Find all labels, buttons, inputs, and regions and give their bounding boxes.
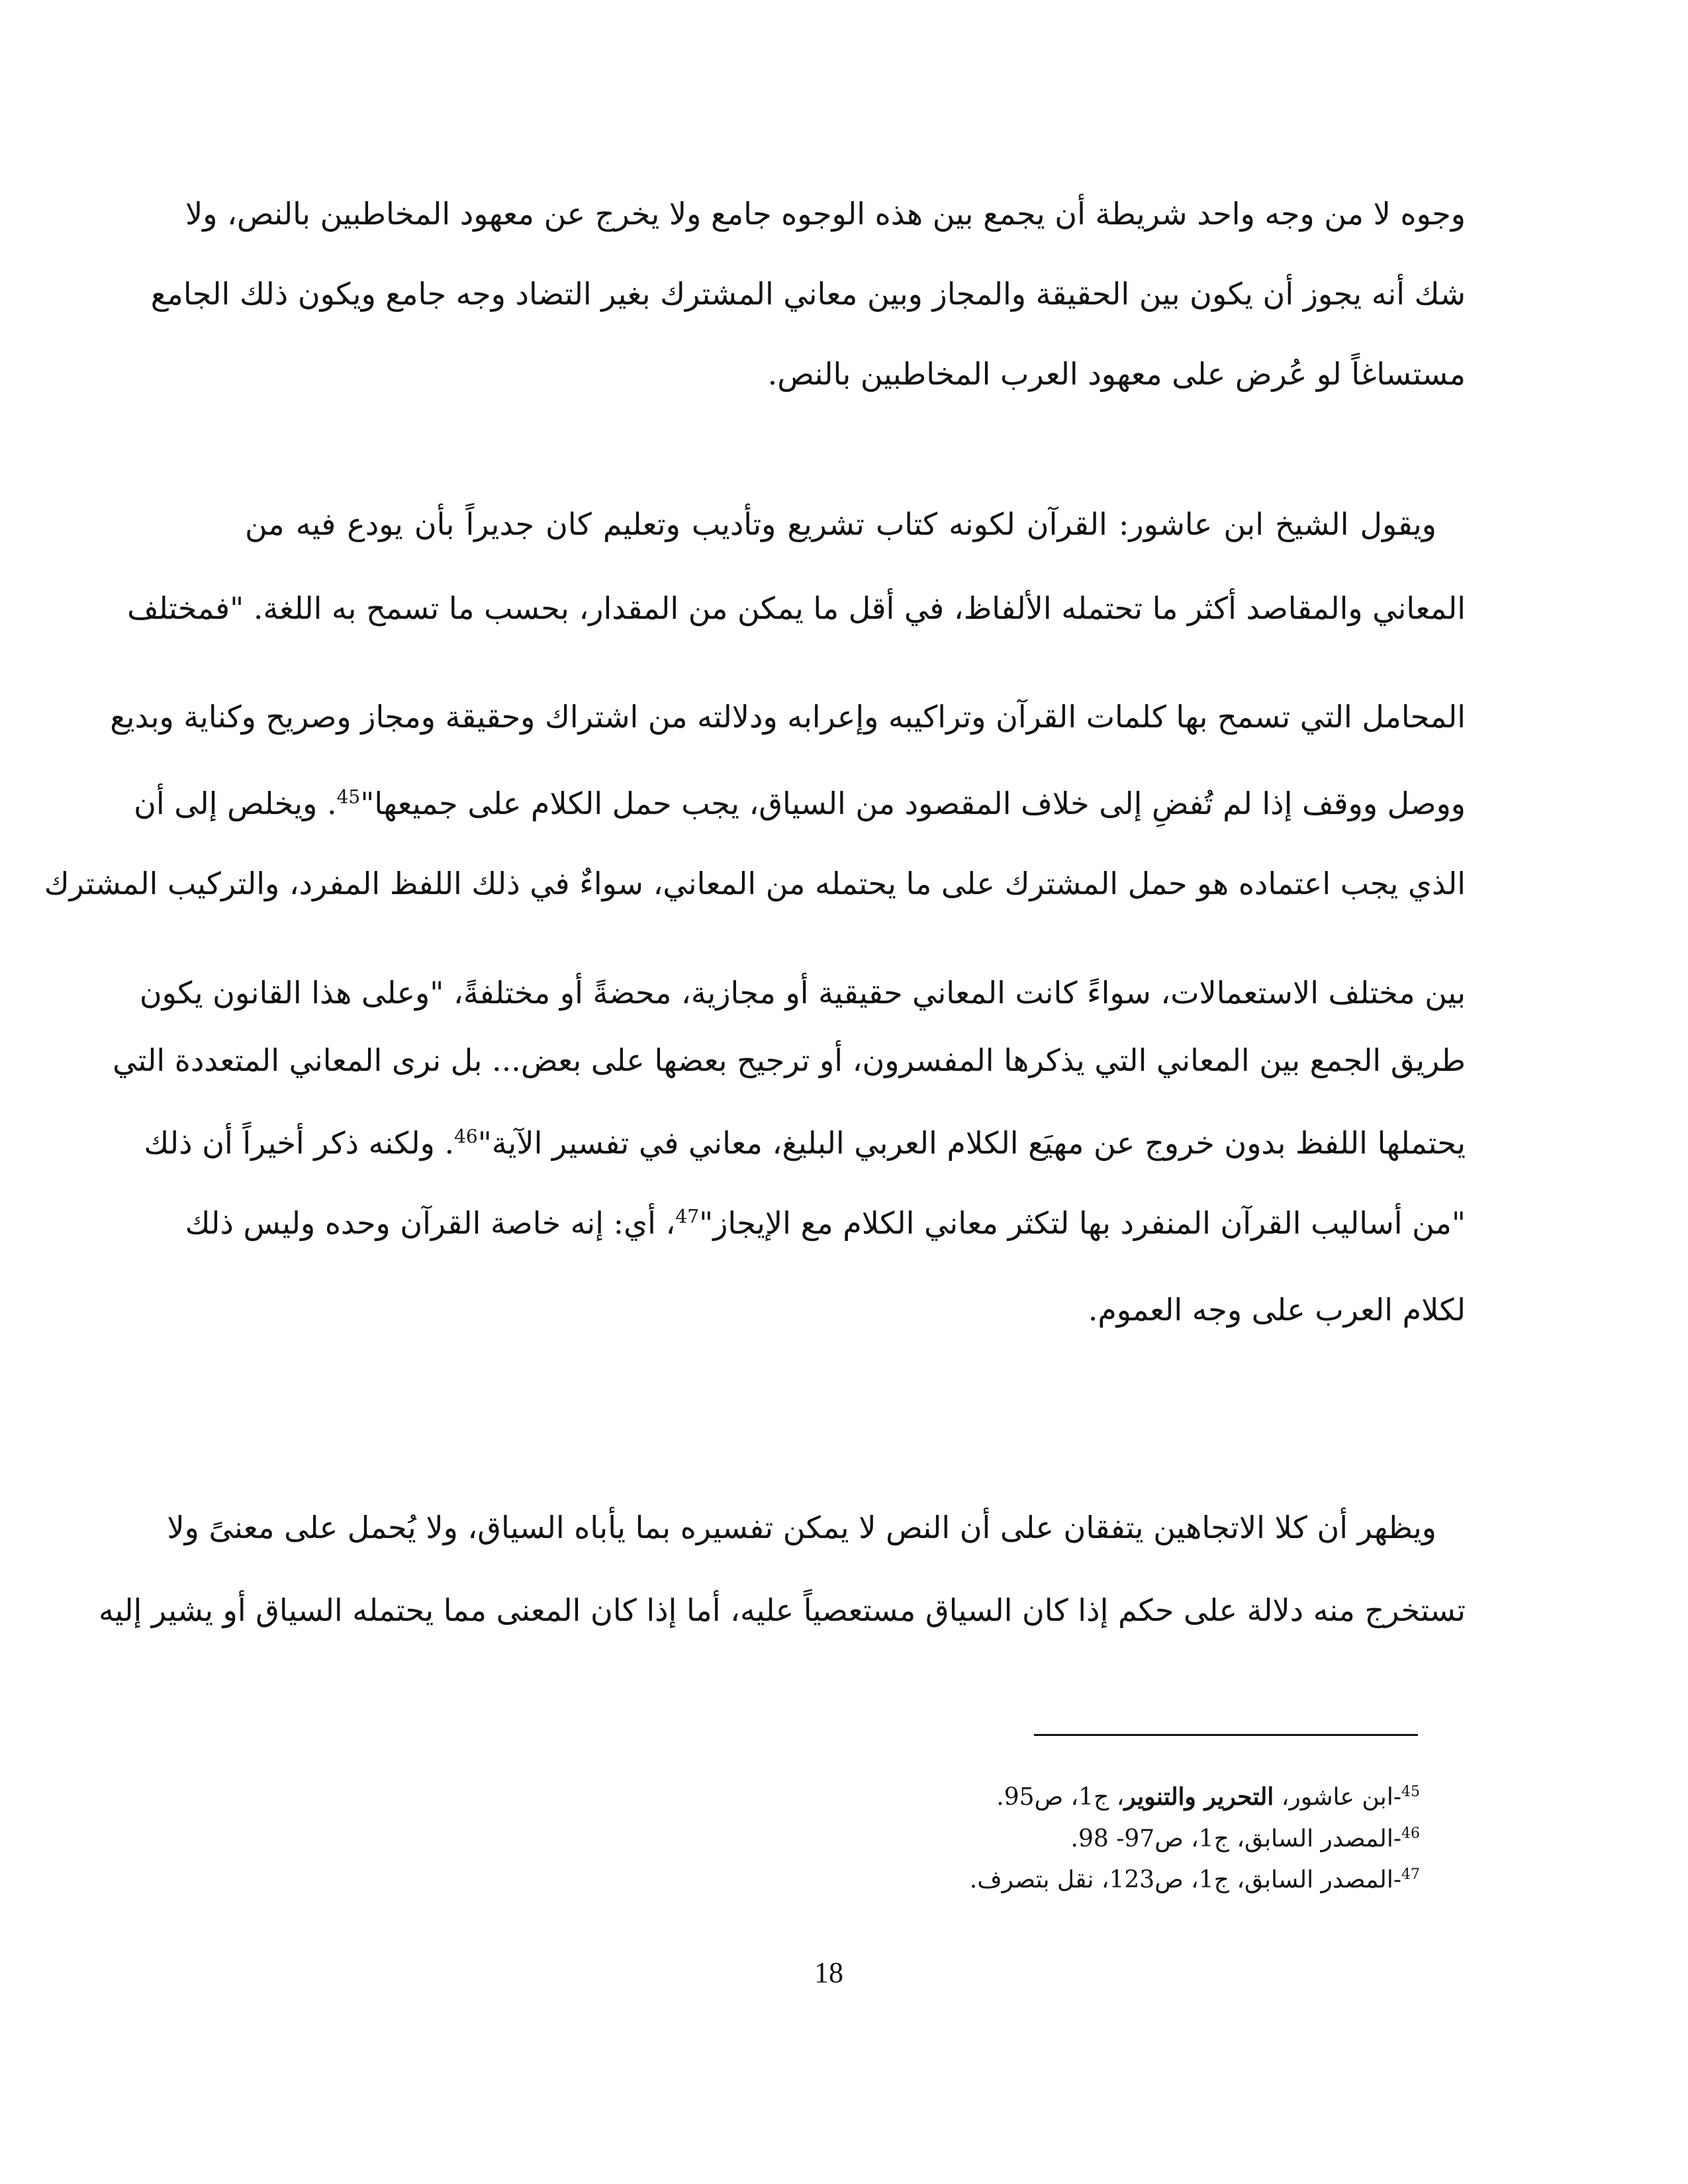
line-text: ، أي: إنه خاصة القرآن وحده وليس ذلك xyxy=(185,1205,676,1241)
footnote-ref[interactable]: 46 xyxy=(454,1125,478,1148)
footnote-number: 47 xyxy=(1401,1866,1420,1883)
text-line: لكلام العرب على وجه العموم. xyxy=(1088,1292,1466,1328)
text-line xyxy=(134,777,1466,830)
footnote-text: -المصدر السابق، ج1، ص97- 98. xyxy=(1070,1825,1401,1852)
footnote-number: 45 xyxy=(1401,1784,1420,1800)
footnote-title: التحرير والتنوير xyxy=(1124,1783,1274,1811)
footnote-text: -المصدر السابق، ج1، ص123، نقل بتصرف. xyxy=(969,1866,1401,1893)
footnote xyxy=(970,1856,1420,1899)
page-number: 18 xyxy=(814,1956,843,1989)
text-line: ويقول الشيخ ابن عاشور: القرآن لكونه كتاب تشريع وتأديب وتعليم كان جديراً بأن يودع فيه من xyxy=(245,506,1436,542)
line-text: يحتملها اللفظ بدون خروج عن مهيَع الكلام العربي البليغ، معاني في تفسير الآية" xyxy=(477,1125,1466,1161)
line-text: . ويخلص إلى أن xyxy=(134,786,337,821)
footnote-text: -ابن عاشور، xyxy=(1274,1784,1401,1811)
footnote xyxy=(996,1774,1420,1816)
text-line: مستساغاً لو عُرض على معهود العرب المخاطبين بالنص. xyxy=(767,356,1466,392)
text-line: طريق الجمع بين المعاني التي يذكرها المفسرون، أو ترجيح بعضها على بعض... بل نرى المعاني المتعددة التي xyxy=(113,1042,1466,1078)
footnote-text: ، ج1، ص95. xyxy=(996,1784,1125,1811)
footnote-ref[interactable]: 47 xyxy=(675,1205,700,1228)
text-line: المحامل التي تسمح بها كلمات القرآن وتراكيبه وإعرابه ودلالته من اشتراك وحقيقة ومجاز وصريح وكناية وبديع xyxy=(110,699,1466,735)
text-line: تستخرج منه دلالة على حكم إذا كان السياق مستعصياً عليه، أما إذا كان المعنى مما يحتمله السياق أو يشير إليه xyxy=(98,1592,1466,1628)
text-line: الذي يجب اعتماده هو حمل المشترك على ما يحتمله من المعاني، سواءٌ في ذلك اللفظ المفرد، والتركيب المشترك xyxy=(44,866,1466,901)
text-line xyxy=(144,1116,1466,1169)
text-line: ويظهر أن كلا الاتجاهين يتفقان على أن النص لا يمكن تفسيره بما يأباه السياق، ولا يُحمل على معنىً ولا xyxy=(167,1510,1436,1545)
footnote-separator xyxy=(1034,1734,1418,1736)
text-line: وجوه لا من وجه واحد شريطة أن يجمع بين هذه الوجوه جامع ولا يخرج عن معهود المخاطبين بالنص، ولا xyxy=(185,196,1466,232)
line-text: . ولكنه ذكر أخيراً أن ذلك xyxy=(144,1125,455,1161)
footnote xyxy=(1071,1815,1420,1858)
text-line xyxy=(185,1197,1466,1250)
footnote-number: 46 xyxy=(1401,1825,1420,1842)
text-line: شك أنه يجوز أن يكون بين الحقيقة والمجاز وبين معاني المشترك بغير التضاد وجه جامع ويكون ذلك الجامع xyxy=(150,276,1466,312)
line-text: ووصل ووقف إذا لم تُفضِ إلى خلاف المقصود من السياق، يجب حمل الكلام على جميعها" xyxy=(360,786,1466,821)
line-text: "من أساليب القرآن المنفرد بها لتكثر معاني الكلام مع الإيجاز" xyxy=(699,1205,1466,1241)
text-line: بين مختلف الاستعمالات، سواءً كانت المعاني حقيقية أو مجازية، محضةً أو مختلفةً، "وعلى هذا القانون يكون xyxy=(139,975,1466,1011)
text-line: المعاني والمقاصد أكثر ما تحتمله الألفاظ، في أقل ما يمكن من المقدار، بحسب ما تسمح به اللغة. "فمختلف xyxy=(127,590,1466,626)
footnote-ref[interactable]: 45 xyxy=(336,786,361,808)
